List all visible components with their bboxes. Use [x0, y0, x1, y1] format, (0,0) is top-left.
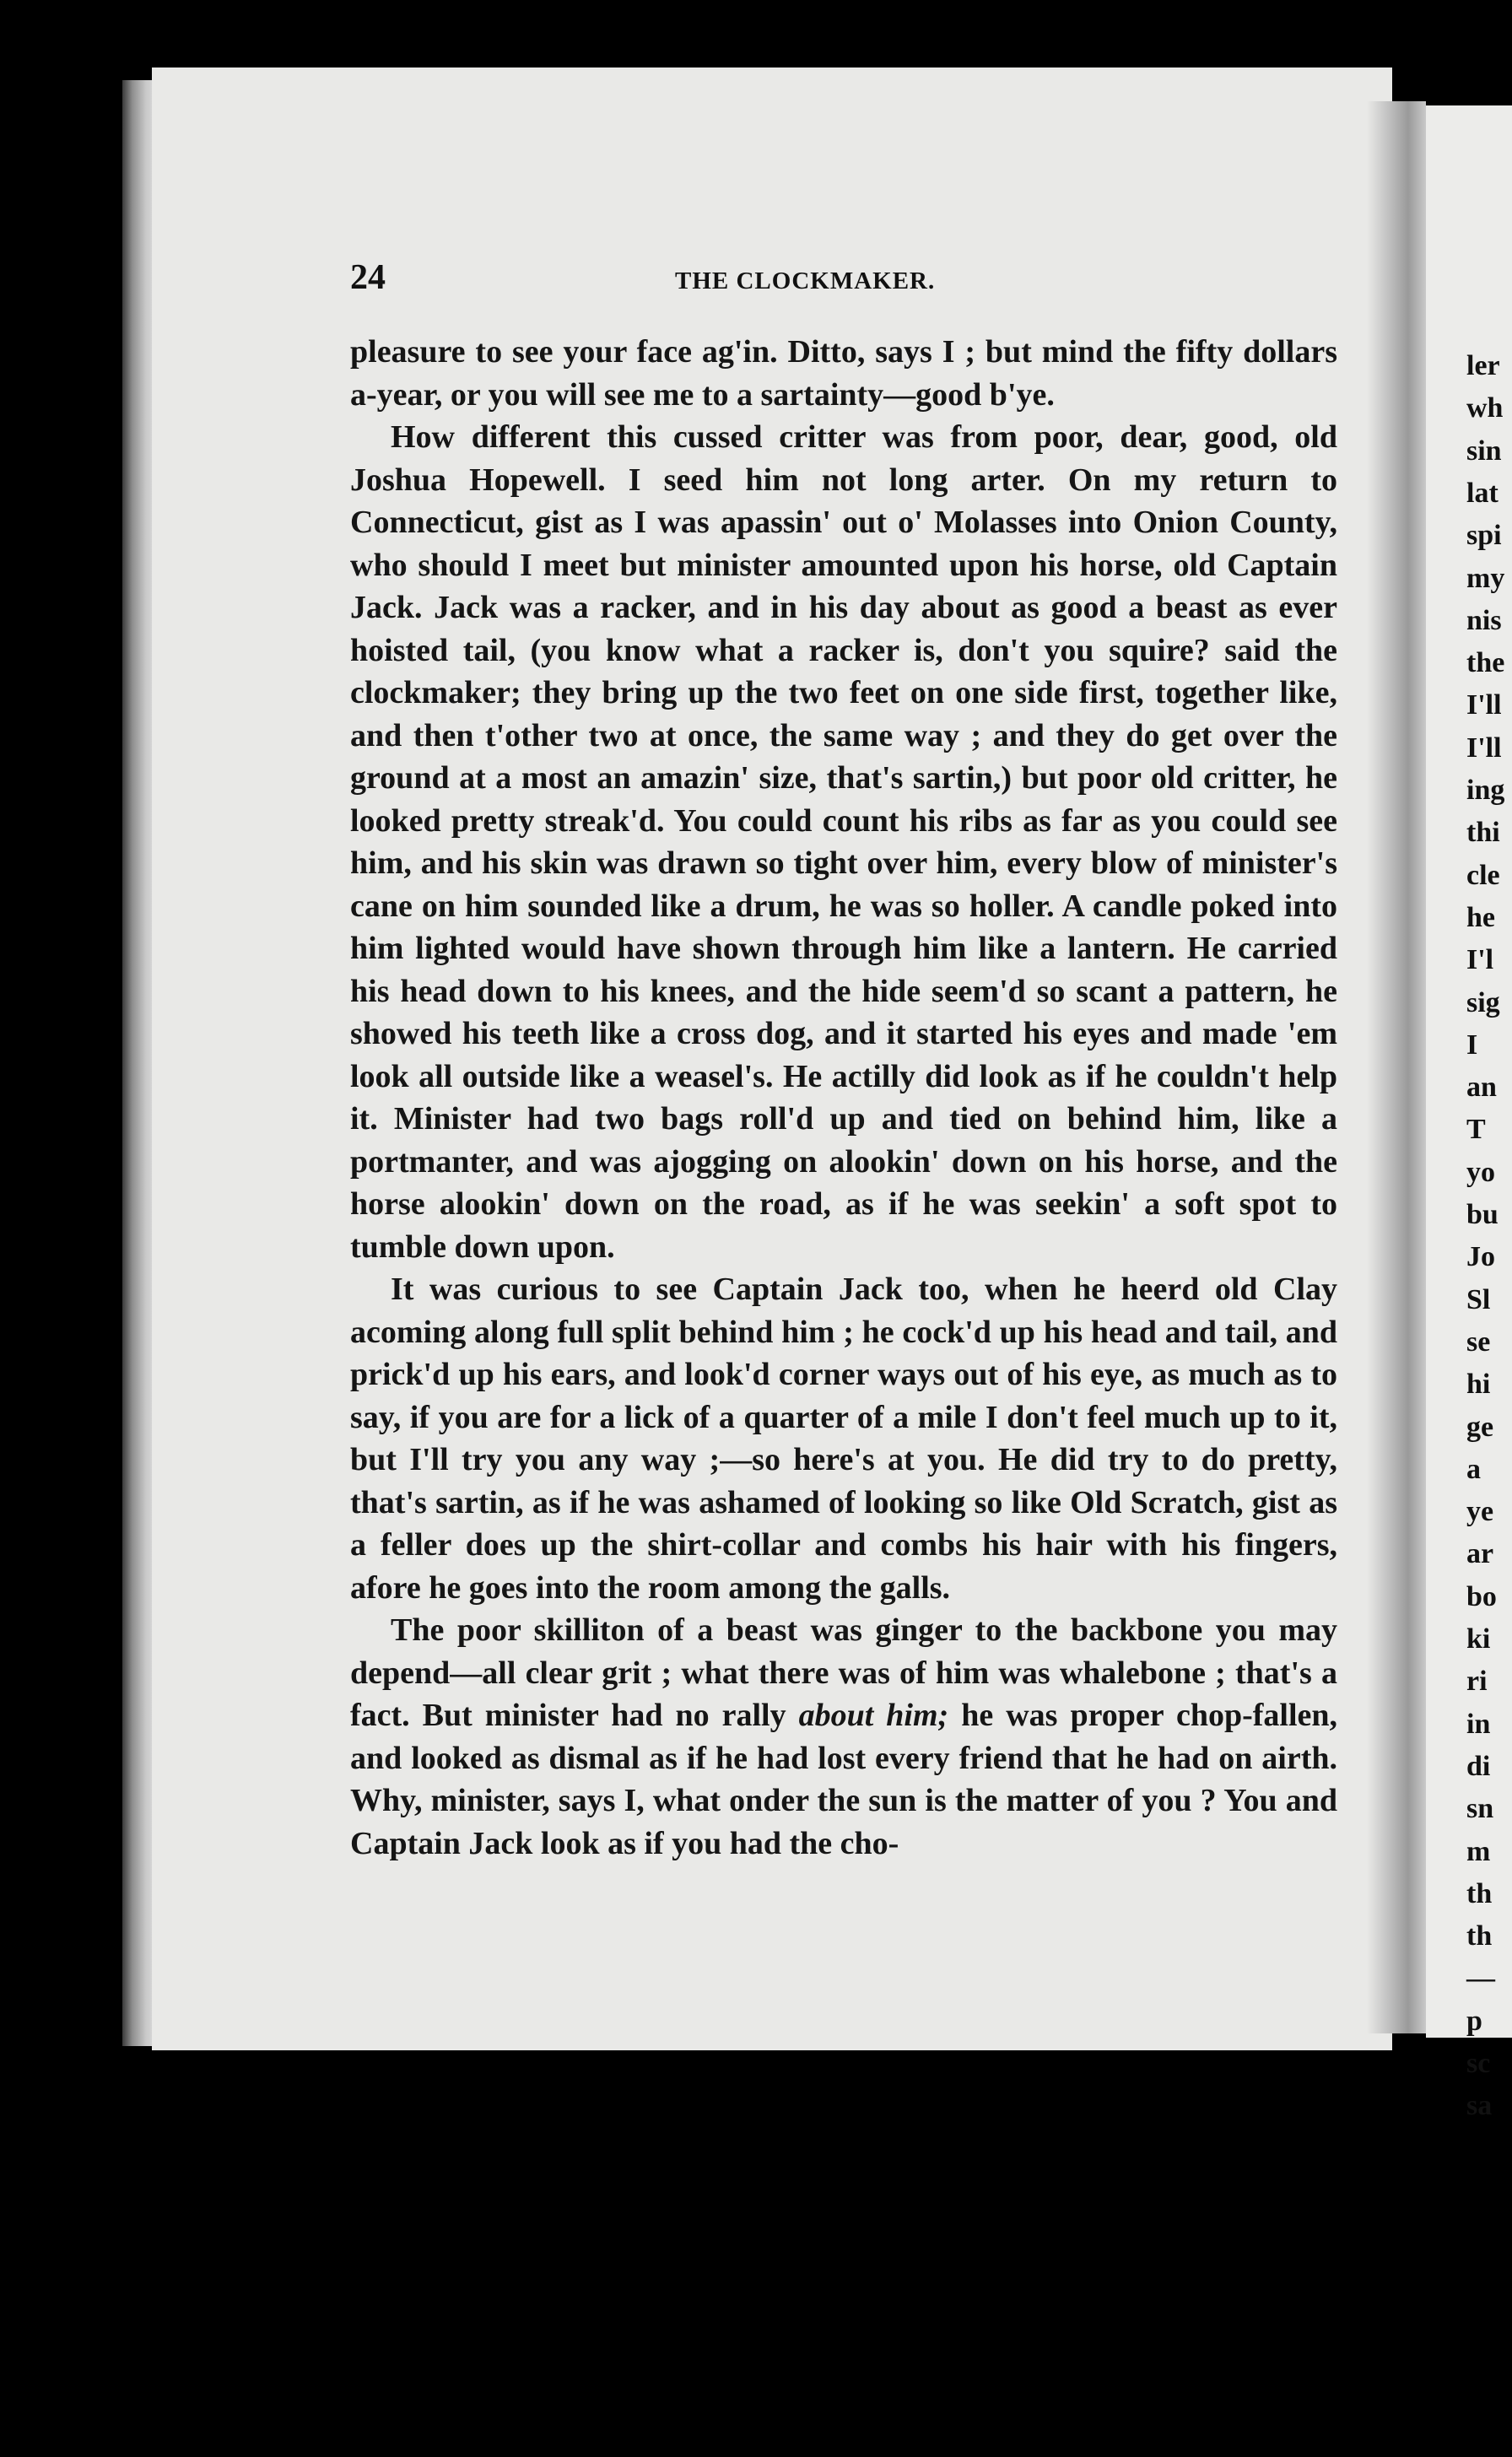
facing-page-line-fragment: my: [1466, 562, 1505, 594]
facing-page-line-fragment: th: [1466, 1877, 1493, 1909]
facing-page-line-fragment: —: [1466, 1963, 1495, 1995]
paragraph-4: [350, 1609, 1337, 1865]
facing-page-line-fragment: ar: [1466, 1538, 1494, 1570]
facing-page-line-fragment: I: [1466, 1029, 1478, 1061]
paragraph-4-part-a: The poor skilliton of a beast was ginger to the backbone you may depend—all clear grit ; what there was of him was whalebone ; that's a fact. But minister had no rally: [350, 1612, 1337, 1733]
paragraph-2: How different this cussed critter was from poor, dear, good, old Joshua Hopewell. I seed him not long arter. On my return to Connecticut, gist as I was apassin' out o' Molasses into Onion County, who should I meet but minister amounted upon his horse, old Captain Jack. Jack was a racker, and in his day about as good a beast as ever hoisted tail, (you know what a racker is, don't you squire? said the clockmaker; they bring up the two feet on one side first, together like, and then t'other two at once, the same way ; and they do get over the ground at a most an amazin' size, that's sartin,) but poor old critter, he looked pretty streak'd. You could count his ribs as far as you could see him, and his skin was drawn so tight over him, every blow of minister's cane on him sounded like a drum, he was so holler. A candle poked into him lighted would have shown through him like a lantern. He carried his head down to his knees, and the hide seem'd so scant a pattern, he showed his teeth like a cross dog, and it started his eyes and made 'em look all outside like a weasel's. He actilly did look as if he couldn't help it. Minister had two bags roll'd up and tied on behind him, like a portmanter, and was ajogging on alookin' down on his horse, and the horse alookin' down on the road, as if he was seekin' a soft spot to tumble down upon.: [350, 419, 1337, 1265]
facing-page-line-fragment: ing: [1466, 775, 1505, 806]
facing-page-line-fragment: yo: [1466, 1156, 1495, 1188]
facing-page-line-fragment: ye: [1466, 1496, 1494, 1528]
facing-page-line-fragment: m: [1466, 1835, 1491, 1867]
facing-page-line-fragment: the: [1466, 647, 1505, 679]
facing-page-line-fragment: an: [1466, 1072, 1497, 1104]
facing-page-line-fragment: sc: [1466, 2048, 1491, 2079]
facing-page-line-fragment: se: [1466, 1326, 1491, 1358]
facing-page-line-fragment: hi: [1466, 1369, 1491, 1401]
page-number: 24: [350, 258, 386, 297]
facing-page-line-fragment: nis: [1466, 604, 1502, 636]
facing-page-line-fragment: thi: [1466, 817, 1500, 849]
facing-page-line-fragment: di: [1466, 1750, 1491, 1782]
facing-page-line-fragment: in: [1466, 1708, 1491, 1740]
facing-page-line-fragment: sn: [1466, 1793, 1494, 1825]
running-head: THE CLOCKMAKER.: [675, 267, 936, 294]
facing-page-line-fragment: ri: [1466, 1666, 1488, 1698]
facing-page-line-fragment: ler: [1466, 350, 1500, 381]
paragraph-4-emphasis: about him;: [798, 1698, 949, 1733]
facing-page-line-fragment: I'll: [1466, 732, 1502, 764]
facing-page-line-fragment: sig: [1466, 986, 1500, 1018]
facing-page-line-fragment: I'll: [1466, 689, 1502, 721]
facing-page-line-fragment: wh: [1466, 392, 1504, 424]
page-header: [0, 257, 1512, 308]
facing-page-line-fragment: th: [1466, 1920, 1493, 1952]
paragraph-3: It was curious to see Captain Jack too, when he heerd old Clay acoming along full split behind him ; he cock'd up his head and tail, and prick'd up his ears, and look'd corner ways out of his eye, as much as to say, if you are for a lick of a quarter of a mile I don't feel much up to it, but I'll try you any way ;—so here's at you. He did try to do pretty, that's sartin, as if he was ashamed of looking so like Old Scratch, gist as a feller does up the shirt-collar and combs his hair with his fingers, afore he goes into the room among the galls.: [350, 1272, 1337, 1606]
paragraph-4-part-b: he was proper chop-fallen, and looked as dismal as if he had lost every friend that he had on airth. Why, minister, says I, what onder the sun is the matter of you ? You and Captain Jack look as if you had the cho-: [350, 1698, 1338, 1861]
book-spine-edge: [122, 80, 156, 2046]
facing-page-line-fragment: sa: [1466, 2090, 1493, 2122]
body-text: [350, 331, 1337, 1865]
facing-page-line-fragment: ki: [1466, 1623, 1491, 1655]
facing-page-line-fragment: spi: [1466, 520, 1502, 552]
facing-page-line-fragment: bo: [1466, 1580, 1497, 1612]
facing-page-line-fragment: sin: [1466, 435, 1502, 467]
facing-page-line-fragment: a: [1466, 1453, 1481, 1485]
facing-page-line-fragment: cle: [1466, 859, 1500, 891]
facing-page-fragment: [1426, 105, 1512, 2122]
book-gutter: [1367, 101, 1426, 2033]
facing-page-line-fragment: he: [1466, 901, 1495, 933]
paragraph-1: pleasure to see your face ag'in. Ditto, says I ; but mind the fifty dollars a-year, or you will see me to a sartainty—good b'ye.: [350, 334, 1337, 413]
facing-page-line-fragment: lat: [1466, 477, 1498, 509]
facing-page-line-fragment: I'l: [1466, 944, 1494, 976]
facing-page-line-fragment: p: [1466, 2005, 1482, 2037]
facing-page-line-fragment: Jo: [1466, 1241, 1495, 1273]
facing-page-line-fragment: Sl: [1466, 1283, 1491, 1315]
facing-page-line-fragment: T: [1466, 1114, 1486, 1146]
facing-page-line-fragment: bu: [1466, 1199, 1498, 1230]
facing-page-line-fragment: ge: [1466, 1411, 1494, 1443]
